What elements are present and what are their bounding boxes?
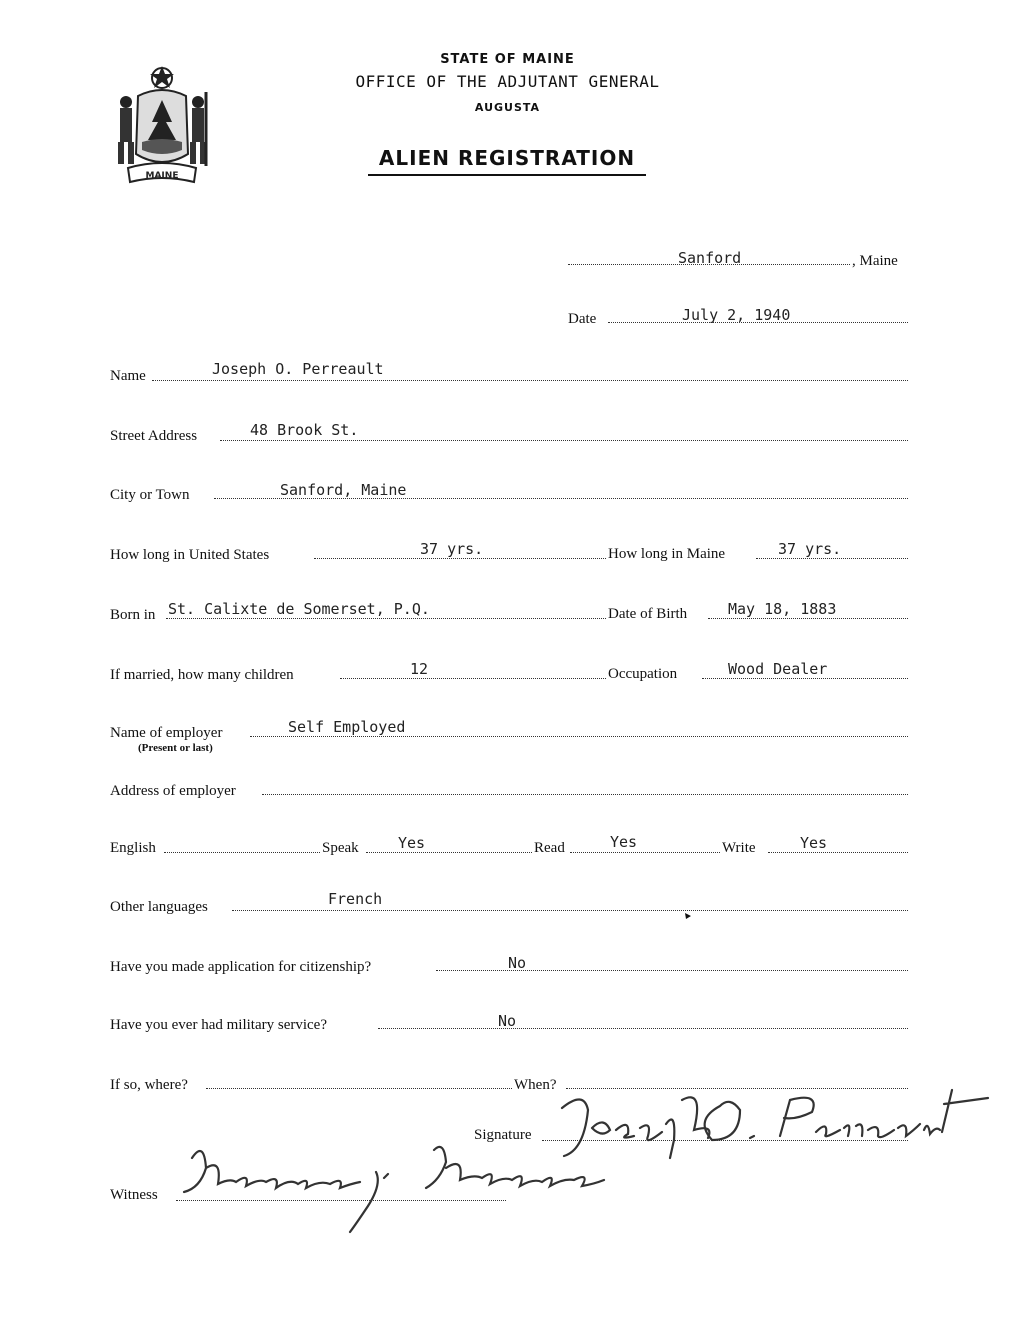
occupation-field-line [702, 678, 908, 679]
citizenship-label: Have you made application for citizenship? [110, 959, 372, 975]
signature-label: Signature [474, 1127, 532, 1143]
military-label: Have you ever had military service? [110, 1017, 327, 1033]
employer-label: Name of employer [110, 725, 223, 741]
where-field-line [206, 1088, 512, 1089]
when-label: When? [514, 1077, 557, 1093]
born-field-line [166, 618, 606, 619]
dob-label: Date of Birth [608, 606, 688, 622]
dob-value: May 18, 1883 [728, 600, 837, 618]
date-label: Date [568, 311, 597, 327]
other-languages-label: Other languages [110, 899, 208, 915]
military-field-line [378, 1028, 908, 1029]
write-label: Write [722, 840, 756, 856]
name-label: Name [110, 368, 146, 384]
office-heading: OFFICE OF THE ADJUTANT GENERAL [355, 72, 660, 91]
born-label: Born in [110, 607, 156, 623]
read-label: Read [534, 840, 565, 856]
employer-address-label: Address of employer [110, 783, 236, 799]
maine-label: How long in Maine [608, 546, 726, 562]
citizenship-value: No [508, 954, 527, 972]
dob-field-line [708, 618, 908, 619]
seal-motto: MAINE [145, 171, 179, 181]
witness-label: Witness [110, 1187, 158, 1203]
place-value: Sanford [678, 249, 742, 267]
maine-field-line [756, 558, 908, 559]
place-suffix: , Maine [852, 253, 898, 269]
witness-signature-image [170, 1128, 610, 1238]
employer-address-field-line [262, 794, 908, 795]
city-label: City or Town [110, 487, 190, 503]
read-field-line [570, 852, 720, 853]
speak-value: Yes [398, 834, 426, 852]
signature-image [544, 1080, 994, 1160]
name-field-line [152, 380, 908, 381]
employer-sublabel: (Present or last) [138, 742, 213, 754]
state-heading: STATE OF MAINE [440, 52, 575, 67]
english-label: English [110, 840, 156, 856]
where-label: If so, where? [110, 1077, 188, 1093]
other-languages-field-line [232, 910, 908, 911]
city-heading: AUGUSTA [474, 101, 541, 114]
us-label: How long in United States [110, 547, 270, 563]
form-title: ALIEN REGISTRATION [378, 146, 636, 170]
street-label: Street Address [110, 428, 198, 444]
date-value: July 2, 1940 [682, 306, 791, 324]
born-value: St. Calixte de Somerset, P.Q. [168, 600, 430, 618]
city-value: Sanford, Maine [280, 481, 407, 499]
other-languages-value: French [328, 890, 383, 908]
military-value: No [498, 1012, 517, 1030]
us-field-line [314, 558, 606, 559]
write-value: Yes [800, 834, 828, 852]
write-field-line [768, 852, 908, 853]
occupation-value: Wood Dealer [728, 660, 828, 678]
children-field-line [340, 678, 606, 679]
speak-label: Speak [322, 840, 359, 856]
maine-value: 37 yrs. [778, 540, 842, 558]
citizenship-field-line [436, 970, 908, 971]
us-value: 37 yrs. [420, 540, 484, 558]
name-value: Joseph O. Perreault [212, 360, 384, 378]
ink-mark-icon [684, 912, 692, 920]
street-field-line [220, 440, 908, 441]
english-field-line [164, 852, 320, 853]
street-value: 48 Brook St. [250, 421, 359, 439]
children-label: If married, how many children [110, 667, 294, 683]
title-underline [368, 174, 646, 176]
children-value: 12 [410, 660, 429, 678]
occupation-label: Occupation [608, 666, 678, 682]
employer-value: Self Employed [288, 718, 406, 736]
read-value: Yes [610, 833, 638, 851]
employer-field-line [250, 736, 908, 737]
speak-field-line [366, 852, 532, 853]
